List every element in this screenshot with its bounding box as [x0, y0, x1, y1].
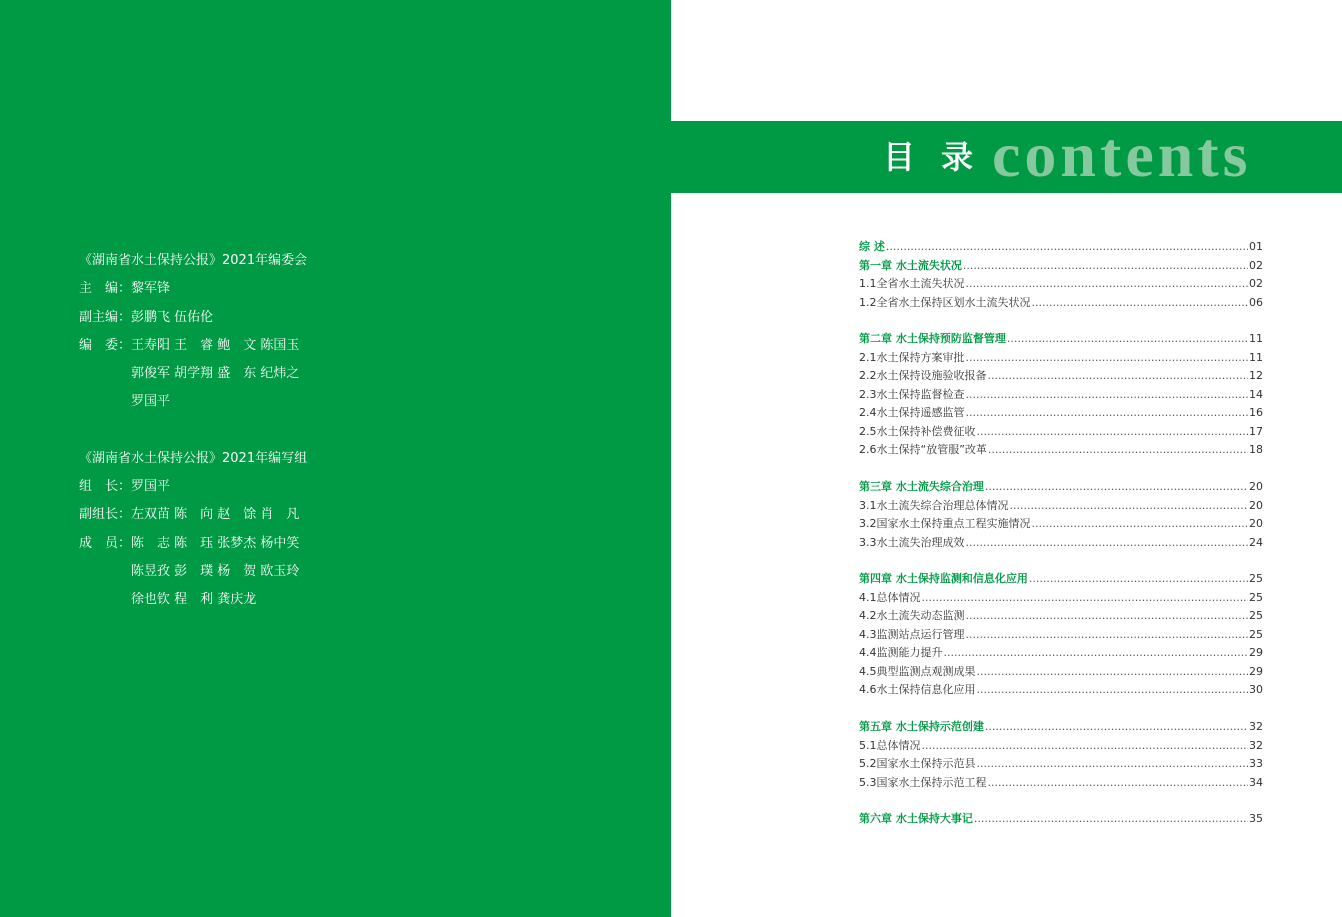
- toc-leader-dots: [922, 589, 1249, 608]
- toc-leader-dots: [974, 810, 1248, 829]
- committee-row: [79, 335, 307, 363]
- toc-entry-title: 3.3水土流失治理成效: [859, 535, 965, 549]
- toc-entry-title: 第一章 水土流失状况: [859, 258, 962, 272]
- credits-spacer: [79, 420, 307, 448]
- toc-entry[interactable]: [859, 607, 1263, 626]
- members-names-2: 陈昱孜 彭 璞 杨 贺 欧玉玲: [131, 563, 300, 579]
- toc-leader-dots: [966, 626, 1249, 645]
- toc-entry[interactable]: [859, 534, 1263, 553]
- toc-spacer: [859, 312, 1263, 330]
- members-row: [79, 533, 307, 561]
- toc-leader-dots: [966, 386, 1249, 405]
- editorial-committee-title: 《湖南省水土保持公报》2021年编委会: [79, 253, 308, 268]
- toc-entry[interactable]: [859, 755, 1263, 774]
- toc-leader-dots: [963, 257, 1248, 276]
- toc-page-number: 20: [1249, 480, 1263, 494]
- toc-page-number: 29: [1249, 664, 1263, 678]
- toc-page-number: 25: [1249, 572, 1263, 586]
- chief-editor-row: [79, 278, 307, 306]
- chief-editor-name: 黎军锋: [131, 281, 171, 297]
- toc-leader-dots: [988, 367, 1249, 386]
- toc-spacer: [859, 552, 1263, 570]
- toc-entry-title: 4.3监测站点运行管理: [859, 627, 965, 641]
- chief-editor-label: 主 编：: [79, 281, 132, 297]
- toc-entry-title: 1.2全省水土保持区划水土流失状况: [859, 295, 1031, 309]
- toc-leader-dots: [1007, 330, 1248, 349]
- toc-leader-dots: [977, 755, 1249, 774]
- toc-page-number: 25: [1249, 590, 1263, 604]
- toc-entry[interactable]: [859, 626, 1263, 645]
- toc-chapter-entry[interactable]: [859, 570, 1263, 589]
- toc-page-number: 01: [1249, 240, 1263, 253]
- committee-names-2: 郭俊军 胡学翔 盛 东 纪炜之: [131, 366, 300, 382]
- toc-leader-dots: [1029, 570, 1248, 589]
- toc-chapter-entry[interactable]: [859, 478, 1263, 497]
- toc-entry-title: 第二章 水土保持预防监督管理: [859, 332, 1006, 346]
- deputy-leader-names: 左双苗 陈 向 赵 馀 肖 凡: [131, 507, 300, 523]
- committee-names-1: 王寿阳 王 睿 鲍 文 陈国玉: [131, 337, 300, 353]
- members-names-3: 徐也钦 程 利 龚庆龙: [131, 592, 257, 608]
- toc-leader-dots: [922, 737, 1249, 756]
- toc-entry-title: 综 述: [859, 240, 885, 253]
- toc-entry-title: 5.3国家水土保持示范工程: [859, 775, 987, 789]
- deputy-editor-label: 副主编：: [79, 309, 132, 325]
- toc-page-number: 06: [1249, 295, 1263, 309]
- toc-page-number: 25: [1249, 627, 1263, 641]
- toc-page-number: 02: [1249, 258, 1263, 272]
- toc-entry-title: 第六章 水土保持大事记: [859, 812, 973, 826]
- deputy-editor-names: 彭鹏飞 伍佑伦: [131, 309, 214, 325]
- toc-entry-title: 4.5典型监测点观测成果: [859, 664, 976, 678]
- toc-entry[interactable]: [859, 644, 1263, 663]
- toc-entry-title: 第三章 水土流失综合治理: [859, 480, 984, 494]
- members-label: 成 员：: [79, 535, 132, 551]
- toc-leader-dots: [988, 774, 1249, 793]
- toc-entry-title: 5.1总体情况: [859, 738, 921, 752]
- toc-entry[interactable]: [859, 404, 1263, 423]
- toc-entry-title: 2.3水土保持监督检查: [859, 387, 965, 401]
- toc-entry[interactable]: [859, 441, 1263, 460]
- toc-page-number: 14: [1249, 387, 1263, 401]
- group-leader-name: 罗国平: [131, 479, 171, 495]
- toc-entry[interactable]: [859, 367, 1263, 386]
- toc-leader-dots: [966, 275, 1249, 294]
- toc-entry-title: 第五章 水土保持示范创建: [859, 720, 984, 734]
- toc-leader-dots: [886, 238, 1248, 257]
- deputy-editor-row: [79, 307, 307, 335]
- toc-entry-title: 3.1水土流失综合治理总体情况: [859, 498, 1009, 512]
- credits-block: [79, 250, 307, 618]
- toc-page-number: 33: [1249, 757, 1263, 771]
- toc-entry-title: 2.6水土保持“放管服”改革: [859, 443, 987, 457]
- toc-entry-title: 4.4监测能力提升: [859, 646, 943, 660]
- toc-page-number: 32: [1249, 738, 1263, 752]
- toc-leader-dots: [1032, 294, 1249, 313]
- toc-entry-title: 2.2水土保持设施验收报备: [859, 369, 987, 383]
- committee-names-3: 罗国平: [131, 394, 171, 410]
- toc-leader-dots: [1032, 515, 1249, 534]
- toc-entry-title: 3.2国家水土保持重点工程实施情况: [859, 517, 1031, 531]
- group-leader-label: 组 长：: [79, 479, 132, 495]
- toc-chapter-entry[interactable]: [859, 330, 1263, 349]
- table-of-contents: [859, 238, 1263, 829]
- toc-page-number: 30: [1249, 683, 1263, 697]
- toc-page-number: 17: [1249, 424, 1263, 438]
- toc-leader-dots: [966, 607, 1249, 626]
- toc-entry[interactable]: [859, 774, 1263, 793]
- toc-leader-dots: [966, 349, 1249, 368]
- toc-entry-title: 5.2国家水土保持示范县: [859, 757, 976, 771]
- toc-chapter-entry[interactable]: [859, 238, 1263, 257]
- group-leader-row: [79, 476, 307, 504]
- toc-leader-dots: [977, 681, 1249, 700]
- toc-page-number: 16: [1249, 406, 1263, 420]
- toc-leader-dots: [985, 478, 1248, 497]
- toc-page-number: 32: [1249, 720, 1263, 734]
- toc-entry[interactable]: [859, 423, 1263, 442]
- toc-chapter-entry[interactable]: [859, 718, 1263, 737]
- toc-entry-title: 2.4水土保持遥感监管: [859, 406, 965, 420]
- toc-page-number: 29: [1249, 646, 1263, 660]
- toc-chapter-entry[interactable]: [859, 810, 1263, 829]
- title-chinese: 目录: [883, 138, 1000, 176]
- toc-entry[interactable]: [859, 386, 1263, 405]
- toc-page-number: 34: [1249, 775, 1263, 789]
- toc-entry-title: 1.1全省水土流失状况: [859, 277, 965, 290]
- toc-entry[interactable]: [859, 275, 1263, 294]
- toc-entry-title: 4.2水土流失动态监测: [859, 609, 965, 623]
- toc-page-number: 02: [1249, 277, 1263, 290]
- toc-page-number: 11: [1249, 332, 1263, 346]
- toc-entry-title: 第四章 水土保持监测和信息化应用: [859, 572, 1028, 586]
- toc-page-number: 20: [1249, 517, 1263, 531]
- toc-entry[interactable]: [859, 497, 1263, 516]
- toc-entry[interactable]: [859, 589, 1263, 608]
- writing-group-title: 《湖南省水土保持公报》2021年编写组: [79, 450, 308, 466]
- toc-page-number: 11: [1249, 350, 1263, 364]
- contents-title-bar: [671, 121, 1342, 193]
- toc-leader-dots: [977, 423, 1249, 442]
- toc-leader-dots: [966, 404, 1249, 423]
- toc-page-number: 18: [1249, 443, 1263, 457]
- title-english: contents: [992, 119, 1252, 190]
- toc-spacer: [859, 792, 1263, 810]
- toc-entry[interactable]: [859, 349, 1263, 368]
- toc-leader-dots: [1010, 497, 1249, 516]
- toc-page-number: 25: [1249, 609, 1263, 623]
- toc-leader-dots: [988, 441, 1248, 460]
- toc-leader-dots: [966, 534, 1249, 553]
- toc-spacer: [859, 700, 1263, 718]
- toc-leader-dots: [977, 663, 1249, 682]
- deputy-leader-row: [79, 504, 307, 532]
- toc-page-number: 12: [1249, 369, 1263, 383]
- members-names-1: 陈 志 陈 珏 张梦杰 杨中笑: [131, 535, 300, 551]
- toc-page-number: 20: [1249, 498, 1263, 512]
- toc-spacer: [859, 460, 1263, 478]
- toc-entry[interactable]: [859, 515, 1263, 534]
- toc-entry[interactable]: [859, 294, 1263, 313]
- deputy-leader-label: 副组长：: [79, 507, 132, 523]
- toc-entry-title: 2.1水土保持方案审批: [859, 350, 965, 364]
- toc-leader-dots: [944, 644, 1249, 663]
- toc-entry[interactable]: [859, 681, 1263, 700]
- toc-leader-dots: [985, 718, 1248, 737]
- toc-entry[interactable]: [859, 663, 1263, 682]
- toc-page-number: 24: [1249, 535, 1263, 549]
- toc-entry-title: 4.6水土保持信息化应用: [859, 683, 976, 697]
- toc-entry[interactable]: [859, 737, 1263, 756]
- committee-label: 编 委：: [79, 337, 132, 353]
- toc-entry-title: 4.1总体情况: [859, 590, 921, 604]
- toc-chapter-entry[interactable]: [859, 257, 1263, 276]
- toc-entry-title: 2.5水土保持补偿费征收: [859, 424, 976, 438]
- toc-page-number: 35: [1249, 812, 1263, 826]
